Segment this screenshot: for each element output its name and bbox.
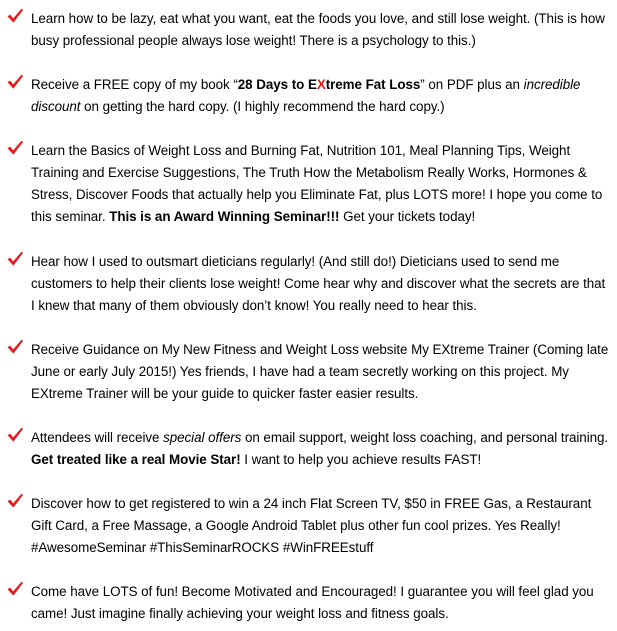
checkmark-icon (6, 7, 24, 25)
list-item-text: Hear how I used to outsmart dieticians regularly! (And still do!) Dieticians used to send me customers to help their clients lose weight! Come hear why and discover what the secrets are that I knew that many of them obviously don’t know! You really need to hear this. (31, 254, 606, 313)
list-item (0, 140, 612, 228)
list-item-text: Learn the Basics of Weight Loss and Burning Fat, Nutrition 101, Meal Planning Tips, Weight Training and Exercise Suggestions, The Truth How the Metabolism Really Works, Hormones & Stress, Discover Foods that actually help you Eliminate Fat, plus LOTS more! I hope you come to this seminar. This is an Award Winning Seminar!!! Get your tickets today! (31, 143, 603, 224)
list-item-text: Come have LOTS of fun! Become Motivated and Encouraged! I guarantee you will feel glad you came! Just imagine finally achieving your weight loss and fitness goals. (31, 584, 594, 621)
checkmark-icon (6, 139, 24, 157)
book-title: 28 Days to EXtreme Fat Loss (237, 77, 421, 92)
list-item (0, 251, 612, 317)
checkmark-icon (6, 250, 24, 268)
list-item (0, 493, 612, 559)
list-item (0, 339, 612, 405)
checkmark-icon (6, 73, 24, 91)
checkmark-icon (6, 426, 24, 444)
list-item (0, 427, 612, 471)
list-item-text: Discover how to get registered to win a 24 inch Flat Screen TV, $50 in FREE Gas, a Restaurant Gift Card, a Free Massage, a Google Android Tablet plus other fun cool prizes. Yes Really! #AwesomeSeminar #ThisSeminarROCKS #WinFREEstuff (31, 496, 592, 555)
checkmark-icon (6, 580, 24, 598)
list-item (0, 8, 612, 52)
list-item-text: Receive Guidance on My New Fitness and Weight Loss website My EXtreme Trainer (Coming late June or early July 2015!) Yes friends, I have had a team secretly working on this project. My EXtreme Trainer will be your guide to quicker faster easier results. (31, 342, 609, 401)
list-item (0, 74, 612, 118)
list-item-text: Attendees will receive special offers on email support, weight loss coaching, and personal training. Get treated like a real Movie Star! I want to help you achieve results FAST! (31, 430, 609, 467)
checkmark-icon (6, 492, 24, 510)
list-item (0, 581, 612, 625)
checkmark-icon (6, 338, 24, 356)
list-item-text: Receive a FREE copy of my book “28 Days to EXtreme Fat Loss” on PDF plus an incredible discount on getting the hard copy. (I highly recommend the hard copy.) (31, 77, 581, 114)
list-item-text: Learn how to be lazy, eat what you want, eat the foods you love, and still lose weight. (This is how busy professional people always lose weight! There is a psychology to this.) (31, 11, 605, 48)
